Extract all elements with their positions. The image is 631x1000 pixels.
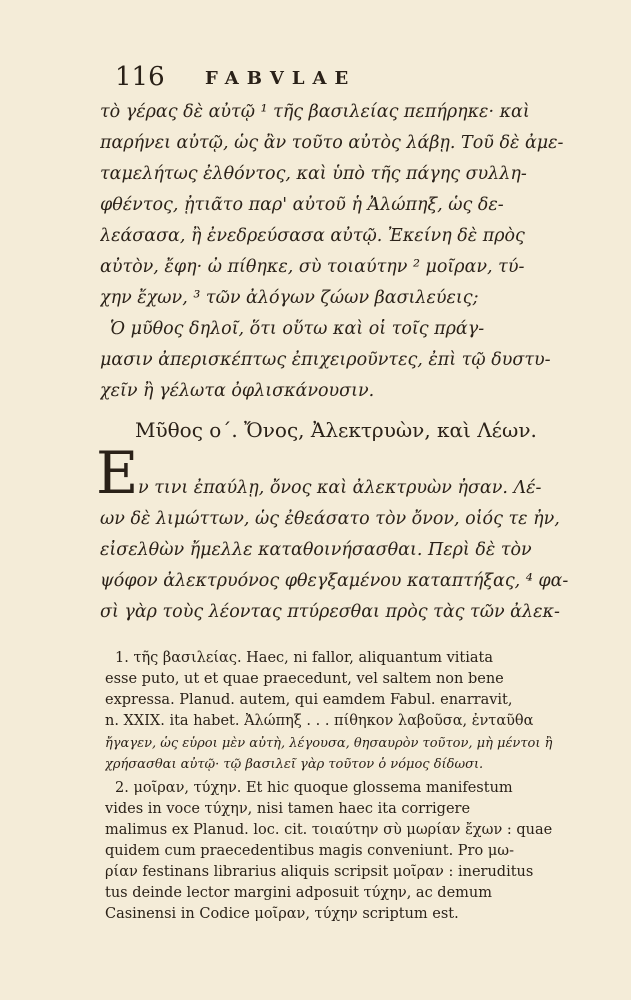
footnote-line: quidem cum praecedentibus magis conveniunt. Pro μω-: [105, 843, 514, 859]
body-line: ταμελήτως ἐλθόντος, καὶ ὑπὸ τῆς πάγης συλλη-: [100, 164, 527, 184]
footnote-line: 1. τῆς βασιλείας. Haec, ni fallor, aliquantum vitiata: [115, 650, 493, 666]
body-line: λεάσασα, ἢ ἐνεδρεύσασα αὐτῷ. Ἐκείνη δὲ πρὸς: [100, 226, 525, 246]
footnote-line: ρίαν festinans librarius aliquis scripsit μοῖραν : ineruditus: [105, 864, 534, 880]
body-line: τὸ γέρας δὲ αὐτῷ ¹ τῆς βασιλείας πεπήρηκε· καὶ: [100, 102, 530, 122]
fable-line: σὶ γὰρ τοὺς λέοντας πτύρεσθαι πρὸς τὰς τῶν ἀλεκ-: [100, 602, 560, 622]
footnote-line: n. XXIX. ita habet. Ἀλώπηξ . . . πίθηκον λαβοῦσα, ἐνταῦθα: [105, 713, 534, 729]
footnote-line: 2. μοῖραν, τύχην. Et hic quoque glossema manifestum: [115, 780, 513, 796]
footnote-line: tus deinde lector margini adposuit τύχην, ac demum: [105, 885, 493, 901]
fable-line: ν τινι ἐπαύλῃ, ὄνος καὶ ἀλεκτρυὼν ἦσαν. Λέ-: [138, 478, 542, 498]
footnote-line: malimus ex Planud. loc. cit. τοιαύτην σὺ μωρίαν ἔχων : quae: [105, 822, 553, 838]
body-line: χεῖν ἢ γέλωτα ὀφλισκάνουσιν.: [100, 381, 375, 401]
body-line: μασιν ἀπερισκέπτως ἐπιχειροῦντες, ἐπὶ τῷ δυστυ-: [100, 350, 551, 370]
running-title: FABVLAE: [205, 68, 357, 89]
body-line: φθέντος, ᾐτιᾶτο παρ' αὐτοῦ ἡ Ἀλώπηξ, ὡς δε-: [100, 195, 504, 215]
body-line: χην ἔχων, ³ τῶν ἀλόγων ζώων βασιλεύεις;: [100, 288, 479, 308]
fable-heading: Μῦθος ο΄. Ὄνος, Ἀλεκτρυὼν, καὶ Λέων.: [135, 418, 537, 442]
body-line: παρήνει αὐτῷ, ὡς ἂν τοῦτο αὐτὸς λάβῃ. Τοῦ δὲ ἀμε-: [100, 133, 564, 153]
footnote-line: vides in voce τύχην, nisi tamen haec ita corrigere: [105, 801, 471, 817]
fable-line: ψόφον ἀλεκτρυόνος φθεγξαμένου καταπτήξας, ⁴ φα-: [100, 571, 569, 591]
body-line: αὐτὸν, ἔφη· ὦ πίθηκε, σὺ τοιαύτην ² μοῖραν, τύ-: [100, 257, 525, 277]
drop-cap: E: [96, 439, 139, 507]
page-header: [115, 62, 435, 96]
fable-line: εἰσελθὼν ἤμελλε καταθοινήσασθαι. Περὶ δὲ τὸν: [100, 540, 532, 560]
footnote-greek-line: ἤγαγεν, ὡς εὗροι μὲν αὐτὴ, λέγουσα, θησαυρὸν τοῦτον, μὴ μέντοι ἢ: [105, 736, 553, 751]
footnote-line: expressa. Planud. autem, qui eamdem Fabul. enarravit,: [105, 692, 513, 708]
fable-line: ων δὲ λιμώττων, ὡς ἐθεάσατο τὸν ὄνον, οἷός τε ἦν,: [100, 509, 560, 529]
footnote-greek-line: χρήσασθαι αὐτῷ· τῷ βασιλεῖ γὰρ τοῦτον ὁ νόμος δίδωσι.: [105, 757, 484, 772]
page-number: 116: [115, 62, 165, 92]
body-line: Ὁ μῦθος δηλοῖ, ὅτι οὕτω καὶ οἱ τοῖς πράγ-: [110, 319, 485, 339]
footnote-line: Casinensi in Codice μοῖραν, τύχην scriptum est.: [105, 906, 459, 922]
footnote-line: esse puto, ut et quae praecedunt, vel saltem non bene: [105, 671, 504, 687]
